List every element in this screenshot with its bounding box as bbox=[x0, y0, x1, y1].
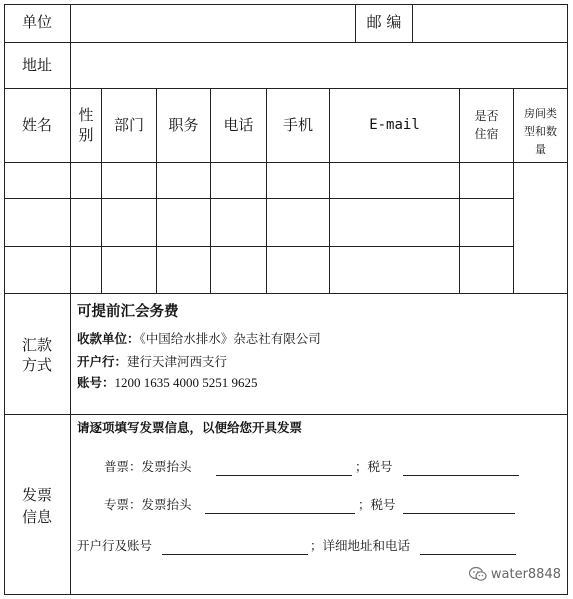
col-name: 姓名 bbox=[21, 116, 52, 134]
col-room-3: 量 bbox=[535, 143, 546, 156]
divider-address bbox=[4, 88, 568, 89]
normal-invoice-label: 普票：发票抬头 bbox=[104, 459, 192, 474]
address-phone-label: ；详细地址和电话 bbox=[310, 538, 411, 553]
col-mobile: 手机 bbox=[282, 116, 313, 134]
special-invoice-label: 专票：发票抬头 bbox=[104, 497, 192, 512]
account-value: 1200 1635 4000 5251 9625 bbox=[114, 375, 258, 390]
col-lodging-2: 住宿 bbox=[474, 127, 499, 141]
remit-account bbox=[77, 375, 258, 391]
account-label: 账号： bbox=[77, 375, 115, 390]
divider-label-col bbox=[70, 4, 71, 595]
watermark-text: water8848 bbox=[490, 566, 561, 582]
divider-row2 bbox=[4, 246, 514, 247]
bank-label: 开户行： bbox=[77, 354, 128, 369]
remit-label-1: 汇款 bbox=[21, 336, 52, 354]
remit-label-2: 方式 bbox=[21, 356, 52, 374]
col-position: 职务 bbox=[168, 116, 199, 134]
border-right bbox=[567, 4, 568, 595]
invoice-heading: 请逐项填写发票信息，以便给您开具发票 bbox=[77, 420, 303, 435]
normal-tax-line bbox=[403, 475, 519, 476]
border-top bbox=[4, 4, 568, 5]
col-lodging-1: 是否 bbox=[474, 109, 499, 123]
watermark bbox=[469, 566, 561, 582]
divider-remit bbox=[4, 414, 568, 415]
special-tax-line bbox=[403, 513, 515, 514]
remit-payee bbox=[77, 331, 321, 347]
col-phone: 电话 bbox=[223, 116, 254, 134]
wechat-icon bbox=[469, 566, 487, 582]
postcode-label: 邮 编 bbox=[366, 13, 402, 31]
divider-header bbox=[4, 162, 568, 163]
normal-tax-label: ；税号 bbox=[355, 459, 393, 474]
invoice-label-2: 信息 bbox=[21, 508, 52, 526]
address-phone-line bbox=[420, 554, 516, 555]
border-left bbox=[4, 4, 5, 595]
payee-value: 《中国给水排水》杂志社有限公司 bbox=[139, 331, 321, 346]
normal-title-line bbox=[216, 475, 352, 476]
divider-unit bbox=[4, 42, 568, 43]
border-bottom bbox=[4, 594, 568, 595]
divider-row1 bbox=[4, 198, 514, 199]
col-email: E-mail bbox=[369, 117, 420, 133]
col-gender-2: 别 bbox=[78, 126, 94, 144]
col-room-1: 房间类 bbox=[524, 107, 557, 120]
address-label: 地址 bbox=[21, 56, 52, 74]
payee-label: 收款单位： bbox=[77, 331, 140, 346]
col-gender-1: 性 bbox=[78, 106, 94, 124]
bank-account-line bbox=[162, 554, 308, 555]
remit-bank bbox=[77, 354, 227, 370]
divider-rows bbox=[4, 293, 568, 294]
bank-value: 建行天津河西支行 bbox=[127, 354, 228, 369]
remit-heading: 可提前汇会务费 bbox=[77, 304, 179, 320]
bank-account-label: 开户行及账号 bbox=[77, 538, 153, 553]
special-tax-label: ；税号 bbox=[358, 497, 396, 512]
col-dept: 部门 bbox=[113, 116, 144, 134]
divider-postcode-r bbox=[412, 4, 413, 43]
unit-label: 单位 bbox=[21, 13, 52, 31]
col-room-2: 型和数 bbox=[524, 125, 557, 138]
invoice-label-1: 发票 bbox=[21, 486, 52, 504]
special-title-line bbox=[205, 513, 355, 514]
